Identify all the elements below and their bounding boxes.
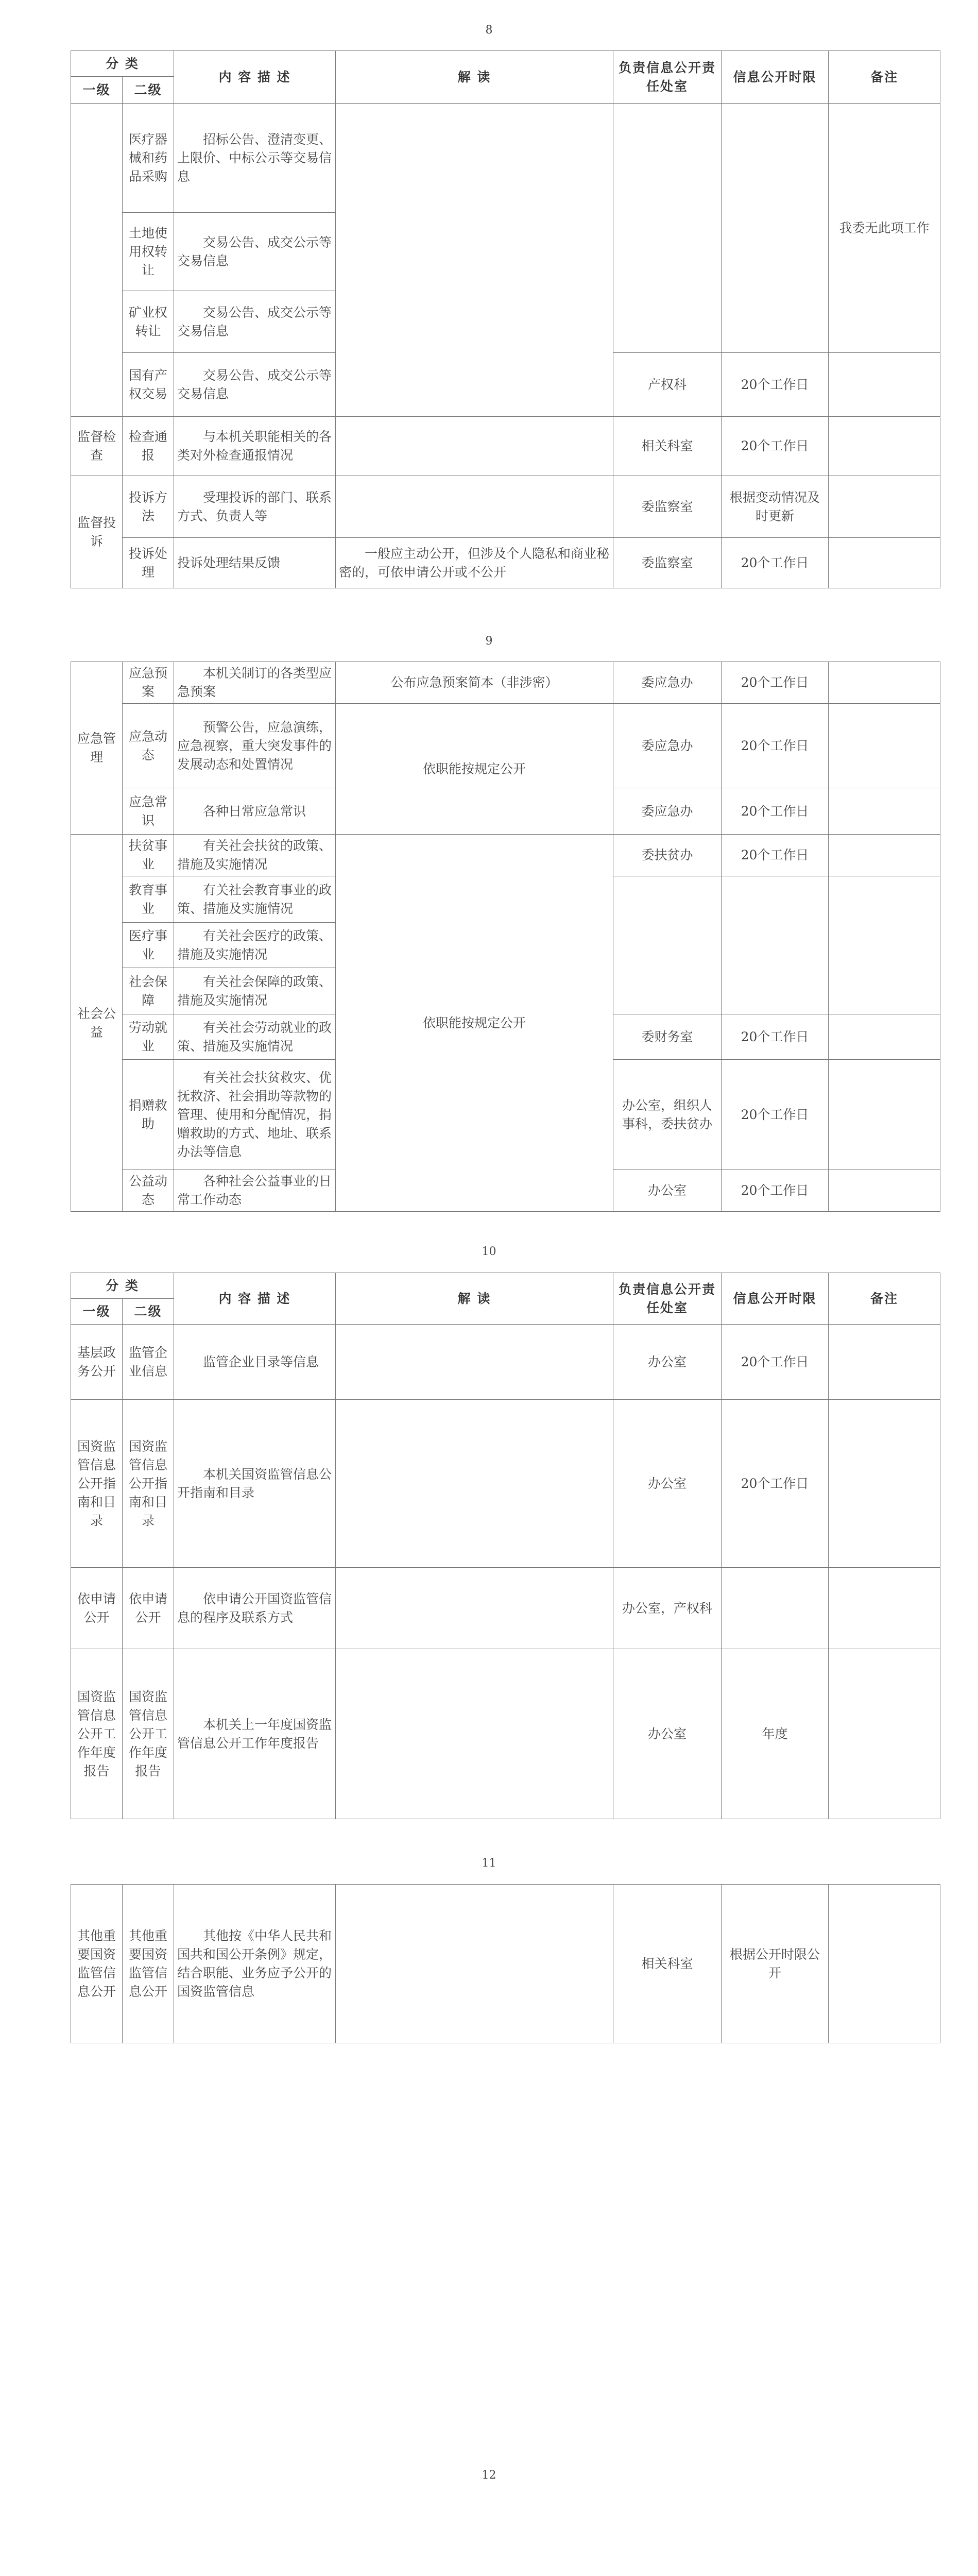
responsible-cell: 委应急办 — [613, 704, 722, 788]
level2-cell: 扶贫事业 — [123, 835, 174, 876]
responsible-cell: 相关科室 — [613, 1885, 722, 2043]
level2-cell: 投诉处理 — [123, 538, 174, 588]
responsible-cell: 产权科 — [613, 353, 722, 417]
responsible-cell: 委监察室 — [613, 538, 722, 588]
interpretation-cell: 依职能按规定公开 — [336, 835, 613, 1212]
level2-cell: 医疗器械和药品采购 — [123, 104, 174, 213]
level1-cell: 监督投诉 — [71, 476, 123, 588]
header-content: 内 容 描 述 — [174, 51, 336, 104]
interpretation-cell — [336, 417, 613, 476]
level1-cell: 社会公益 — [71, 835, 123, 1212]
level2-cell: 劳动就业 — [123, 1014, 174, 1060]
content-cell: 依申请公开国资监管信息的程序及联系方式 — [174, 1568, 336, 1649]
table-page-9 — [71, 662, 940, 1212]
level2-cell: 检查通报 — [123, 417, 174, 476]
remark-cell — [829, 1568, 940, 1649]
responsible-cell: 委财务室 — [613, 1014, 722, 1060]
content-cell: 受理投诉的部门、联系方式、负责人等 — [174, 476, 336, 538]
responsible-cell: 委应急办 — [613, 788, 722, 835]
content-cell: 预警公告，应急演练，应急视察，重大突发事件的发展动态和处置情况 — [174, 704, 336, 788]
interpretation-cell — [336, 1325, 613, 1400]
time-limit-cell: 20个工作日 — [722, 662, 829, 704]
remark-cell — [829, 1649, 940, 1819]
table-page-10 — [71, 1273, 940, 1819]
remark-cell — [829, 1060, 940, 1170]
interpretation-cell — [336, 104, 613, 417]
responsible-cell: 办公室 — [613, 1170, 722, 1212]
interpretation-cell: 公布应急预案简本（非涉密） — [336, 662, 613, 704]
remark-cell — [829, 876, 940, 1014]
level1-cell: 国资监管信息公开工作年度报告 — [71, 1649, 123, 1819]
level1-cell: 基层政务公开 — [71, 1325, 123, 1400]
responsible-cell: 委扶贫办 — [613, 835, 722, 876]
content-cell: 其他按《中华人民共和国共和国公开条例》规定，结合职能、业务应予公开的国资监管信息 — [174, 1885, 336, 2043]
time-limit-cell: 20个工作日 — [722, 538, 829, 588]
content-cell: 有关社会医疗的政策、措施及实施情况 — [174, 923, 336, 968]
level1-cell: 依申请公开 — [71, 1568, 123, 1649]
responsible-cell — [613, 876, 722, 1014]
responsible-cell: 委监察室 — [613, 476, 722, 538]
level1-cell: 应急管理 — [71, 662, 123, 835]
responsible-cell: 办公室 — [613, 1649, 722, 1819]
header-time-limit: 信息公开时限 — [722, 51, 829, 104]
level2-cell: 土地使用权转让 — [123, 213, 174, 291]
content-cell: 有关社会教育事业的政策、措施及实施情况 — [174, 876, 336, 923]
time-limit-cell: 20个工作日 — [722, 417, 829, 476]
content-cell: 有关社会扶贫的政策、措施及实施情况 — [174, 835, 336, 876]
remark-cell — [829, 662, 940, 704]
content-cell: 有关社会劳动就业的政策、措施及实施情况 — [174, 1014, 336, 1060]
responsible-cell — [613, 104, 722, 353]
responsible-cell: 办公室 — [613, 1400, 722, 1568]
header-level2: 二级 — [123, 77, 174, 104]
header-category: 分 类 — [71, 1273, 174, 1299]
level2-cell: 医疗事业 — [123, 923, 174, 968]
level2-cell: 捐赠救助 — [123, 1060, 174, 1170]
level2-cell: 国有产权交易 — [123, 353, 174, 417]
remark-cell — [829, 835, 940, 876]
time-limit-cell: 20个工作日 — [722, 835, 829, 876]
page-number-10: 10 — [482, 1245, 496, 1258]
responsible-cell: 办公室，组织人事科，委扶贫办 — [613, 1060, 722, 1170]
page-number-12: 12 — [482, 2469, 496, 2482]
remark-cell — [829, 704, 940, 788]
level2-cell: 公益动态 — [123, 1170, 174, 1212]
time-limit-cell: 20个工作日 — [722, 704, 829, 788]
trading-level1-cell — [71, 104, 123, 417]
content-cell: 交易公告、成交公示等交易信息 — [174, 213, 336, 291]
table-page-8 — [71, 50, 940, 588]
remark-cell — [829, 1014, 940, 1060]
header-interpretation: 解 读 — [336, 1273, 613, 1325]
interpretation-cell — [336, 1649, 613, 1819]
content-cell: 有关社会保障的政策、措施及实施情况 — [174, 968, 336, 1014]
responsible-cell: 相关科室 — [613, 417, 722, 476]
interpretation-cell: 一般应主动公开，但涉及个人隐私和商业秘密的，可依申请公开或不公开 — [336, 538, 613, 588]
time-limit-cell: 20个工作日 — [722, 353, 829, 417]
header-responsible: 负责信息公开责任处室 — [613, 51, 722, 104]
remark-cell — [829, 476, 940, 538]
level2-cell: 矿业权转让 — [123, 291, 174, 353]
level2-cell: 国资监管信息公开指南和目录 — [123, 1400, 174, 1568]
content-cell: 交易公告、成交公示等交易信息 — [174, 353, 336, 417]
content-cell: 交易公告、成交公示等交易信息 — [174, 291, 336, 353]
level2-cell: 投诉方法 — [123, 476, 174, 538]
level2-cell: 应急动态 — [123, 704, 174, 788]
remark-cell — [829, 1400, 940, 1568]
level1-cell: 其他重要国资监管信息公开 — [71, 1885, 123, 2043]
content-cell: 投诉处理结果反馈 — [174, 538, 336, 588]
time-limit-cell: 20个工作日 — [722, 1400, 829, 1568]
level2-cell: 教育事业 — [123, 876, 174, 923]
header-remark: 备注 — [829, 51, 940, 104]
page-number-8: 8 — [485, 24, 493, 37]
time-limit-cell: 20个工作日 — [722, 1170, 829, 1212]
interpretation-cell — [336, 476, 613, 538]
time-limit-cell — [722, 1568, 829, 1649]
remark-cell — [829, 788, 940, 835]
time-limit-cell — [722, 104, 829, 353]
content-cell: 各种日常应急常识 — [174, 788, 336, 835]
time-limit-cell: 20个工作日 — [722, 1325, 829, 1400]
level2-cell: 应急常识 — [123, 788, 174, 835]
table-page-11 — [71, 1884, 940, 2043]
remark-cell — [829, 417, 940, 476]
level2-cell: 应急预案 — [123, 662, 174, 704]
header-remark: 备注 — [829, 1273, 940, 1325]
time-limit-cell — [722, 876, 829, 1014]
header-level1: 一级 — [71, 77, 123, 104]
content-cell: 本机关国资监管信息公开指南和目录 — [174, 1400, 336, 1568]
responsible-cell: 办公室，产权科 — [613, 1568, 722, 1649]
interpretation-cell — [336, 1568, 613, 1649]
time-limit-cell: 20个工作日 — [722, 1014, 829, 1060]
header-interpretation: 解 读 — [336, 51, 613, 104]
time-limit-cell: 20个工作日 — [722, 1060, 829, 1170]
responsible-cell: 委应急办 — [613, 662, 722, 704]
header-responsible: 负责信息公开责任处室 — [613, 1273, 722, 1325]
level2-cell: 其他重要国资监管信息公开 — [123, 1885, 174, 2043]
page-number-9: 9 — [485, 635, 493, 648]
page-number-11: 11 — [482, 1857, 496, 1870]
time-limit-cell: 年度 — [722, 1649, 829, 1819]
level2-cell: 社会保障 — [123, 968, 174, 1014]
remark-cell — [829, 1325, 940, 1400]
header-content: 内 容 描 述 — [174, 1273, 336, 1325]
content-cell: 监管企业目录等信息 — [174, 1325, 336, 1400]
time-limit-cell: 20个工作日 — [722, 788, 829, 835]
level2-cell: 监管企业信息 — [123, 1325, 174, 1400]
level1-cell: 国资监管信息公开指南和目录 — [71, 1400, 123, 1568]
content-cell: 有关社会扶贫救灾、优抚救济、社会捐助等款物的管理、使用和分配情况，捐赠救助的方式、地址、联系办法等信息 — [174, 1060, 336, 1170]
content-cell: 各种社会公益事业的日常工作动态 — [174, 1170, 336, 1212]
level2-cell: 国资监管信息公开工作年度报告 — [123, 1649, 174, 1819]
remark-cell — [829, 1170, 940, 1212]
content-cell: 本机关上一年度国资监管信息公开工作年度报告 — [174, 1649, 336, 1819]
content-cell: 本机关制订的各类型应急预案 — [174, 662, 336, 704]
header-category: 分 类 — [71, 51, 174, 77]
time-limit-cell: 根据公开时限公开 — [722, 1885, 829, 2043]
remark-cell — [829, 353, 940, 417]
remark-cell — [829, 1885, 940, 2043]
time-limit-cell: 根据变动情况及时更新 — [722, 476, 829, 538]
level2-cell: 依申请公开 — [123, 1568, 174, 1649]
interpretation-cell — [336, 1885, 613, 2043]
content-cell: 与本机关职能相关的各类对外检查通报情况 — [174, 417, 336, 476]
interpretation-cell: 依职能按规定公开 — [336, 704, 613, 835]
header-level1: 一级 — [71, 1299, 123, 1325]
header-time-limit: 信息公开时限 — [722, 1273, 829, 1325]
level1-cell: 监督检查 — [71, 417, 123, 476]
header-level2: 二级 — [123, 1299, 174, 1325]
interpretation-cell — [336, 1400, 613, 1568]
remark-cell: 我委无此项工作 — [829, 104, 940, 353]
remark-cell — [829, 538, 940, 588]
responsible-cell: 办公室 — [613, 1325, 722, 1400]
content-cell: 招标公告、澄清变更、上限价、中标公示等交易信息 — [174, 104, 336, 213]
